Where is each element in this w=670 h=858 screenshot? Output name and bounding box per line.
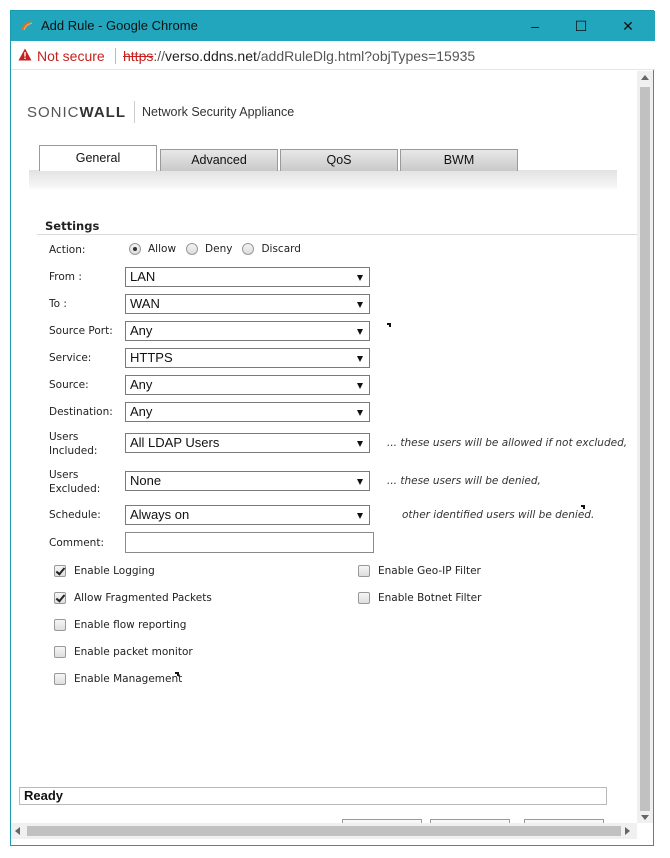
allow-fragmented-row: [54, 592, 212, 604]
users-excluded-value: None: [130, 473, 162, 488]
radio-deny-label: Deny: [205, 243, 233, 255]
users-included-label: [49, 430, 97, 458]
action-label: Action:: [49, 244, 86, 256]
packet-monitor-checkbox[interactable]: [54, 646, 66, 658]
radio-deny[interactable]: [186, 243, 198, 255]
source-select[interactable]: [125, 375, 370, 395]
from-label: From :: [49, 271, 82, 283]
source-port-value: Any: [130, 323, 153, 338]
chevron-down-icon: [357, 329, 363, 335]
to-label: To :: [49, 298, 67, 310]
chevron-down-icon: [357, 275, 363, 281]
warning-icon: [18, 48, 32, 61]
source-port-label: Source Port:: [49, 325, 113, 337]
users-included-label-2: Included:: [49, 445, 98, 457]
brand-name: [27, 104, 126, 121]
status-bar: Ready: [19, 787, 607, 805]
radio-allow-label: Allow: [148, 243, 177, 255]
schedule-label: Schedule:: [49, 509, 101, 521]
chevron-down-icon: [357, 302, 363, 308]
address-separator: [115, 48, 116, 64]
scroll-left-icon[interactable]: [15, 827, 20, 835]
users-included-label-1: Users: [49, 431, 79, 443]
brand-bold: WALL: [79, 103, 127, 121]
to-select[interactable]: [125, 294, 370, 314]
radio-discard-label: Discard: [261, 243, 301, 255]
browser-window: [10, 10, 654, 846]
enable-logging-row: [54, 565, 155, 577]
settings-heading: Settings: [45, 219, 100, 233]
schedule-value: Always on: [130, 507, 190, 522]
scroll-down-icon[interactable]: [641, 815, 649, 820]
maximize-button[interactable]: ☐: [574, 17, 588, 34]
service-select[interactable]: [125, 348, 370, 368]
url-text[interactable]: [123, 48, 475, 64]
vertical-scrollbar[interactable]: [637, 71, 653, 823]
users-included-value: All LDAP Users: [130, 435, 220, 450]
brand-light: SONIC: [27, 103, 80, 121]
comment-input[interactable]: [125, 532, 374, 553]
destination-label: Destination:: [49, 406, 113, 418]
users-included-note: ... these users will be allowed if not excluded,: [387, 437, 628, 449]
destination-select[interactable]: [125, 402, 370, 422]
geo-ip-row: [358, 565, 481, 577]
chevron-down-icon: [357, 513, 363, 519]
scroll-up-icon[interactable]: [641, 75, 649, 80]
source-label: Source:: [49, 379, 89, 391]
flow-reporting-label: Enable flow reporting: [74, 619, 187, 631]
from-select[interactable]: [125, 267, 370, 287]
comment-label: Comment:: [49, 537, 104, 549]
management-row: [54, 673, 182, 685]
chevron-down-icon: [357, 441, 363, 447]
botnet-label: Enable Botnet Filter: [378, 592, 482, 604]
users-excluded-note: ... these users will be denied,: [387, 475, 541, 487]
packet-monitor-label: Enable packet monitor: [74, 646, 193, 658]
packet-monitor-row: [54, 646, 193, 658]
flow-reporting-row: [54, 619, 186, 631]
url-host: verso.ddns.net: [165, 48, 257, 64]
tooltip-marker-icon: [175, 672, 179, 676]
schedule-note: other identified users will be denied.: [402, 509, 595, 521]
section-divider: [37, 234, 637, 235]
users-excluded-label: [49, 468, 100, 496]
users-excluded-label-2: Excluded:: [49, 483, 101, 495]
sonicwall-app-icon: [20, 19, 34, 31]
horizontal-scroll-thumb[interactable]: [27, 826, 621, 836]
title-bar: [11, 11, 655, 41]
botnet-checkbox[interactable]: [358, 592, 370, 604]
not-secure-label[interactable]: Not secure: [37, 48, 105, 64]
users-excluded-select[interactable]: [125, 471, 370, 491]
tab-band: [29, 170, 617, 190]
tab-general[interactable]: General: [39, 145, 157, 171]
url-scheme: https: [123, 48, 154, 64]
allow-fragmented-checkbox[interactable]: [54, 592, 66, 604]
chevron-down-icon: [357, 479, 363, 485]
service-label: Service:: [49, 352, 92, 364]
tooltip-marker-icon: [387, 323, 391, 327]
chevron-down-icon: [357, 383, 363, 389]
destination-value: Any: [130, 404, 153, 419]
radio-allow[interactable]: [129, 243, 141, 255]
action-radio-group: [129, 243, 311, 255]
users-included-select[interactable]: [125, 433, 370, 453]
product-name: Network Security Appliance: [142, 105, 295, 119]
close-window-button[interactable]: ✕: [622, 17, 634, 34]
botnet-row: [358, 592, 481, 604]
from-value: LAN: [130, 269, 156, 284]
address-bar[interactable]: [11, 41, 655, 70]
url-scheme-separator: ://: [153, 48, 166, 64]
horizontal-scrollbar[interactable]: [11, 823, 637, 839]
management-checkbox[interactable]: [54, 673, 66, 685]
source-value: Any: [130, 377, 153, 392]
chevron-down-icon: [357, 410, 363, 416]
chevron-down-icon: [357, 356, 363, 362]
geo-ip-checkbox[interactable]: [358, 565, 370, 577]
tooltip-marker-icon: [581, 505, 585, 509]
radio-discard[interactable]: [242, 243, 254, 255]
tab-qos[interactable]: QoS: [280, 149, 398, 171]
schedule-select[interactable]: [125, 505, 370, 525]
allow-fragmented-label: Allow Fragmented Packets: [74, 592, 212, 604]
enable-logging-label: Enable Logging: [74, 565, 155, 577]
users-excluded-label-1: Users: [49, 469, 79, 481]
url-path: /addRuleDlg.html?objTypes=15935: [256, 48, 476, 64]
geo-ip-label: Enable Geo-IP Filter: [378, 565, 481, 577]
management-label: Enable Management: [74, 673, 183, 685]
minimize-button[interactable]: –: [531, 18, 539, 34]
source-port-select[interactable]: [125, 321, 370, 341]
tab-advanced[interactable]: Advanced: [160, 149, 278, 171]
sonicwall-logo: [27, 101, 294, 123]
dialog-content: [11, 71, 637, 823]
to-value: WAN: [130, 296, 160, 311]
tab-bwm[interactable]: BWM: [400, 149, 518, 171]
service-value: HTTPS: [130, 350, 173, 365]
scroll-right-icon[interactable]: [625, 827, 630, 835]
flow-reporting-checkbox[interactable]: [54, 619, 66, 631]
enable-logging-checkbox[interactable]: [54, 565, 66, 577]
window-title: Add Rule - Google Chrome: [41, 18, 198, 33]
vertical-scroll-thumb[interactable]: [640, 87, 650, 811]
logo-divider: [134, 101, 135, 123]
